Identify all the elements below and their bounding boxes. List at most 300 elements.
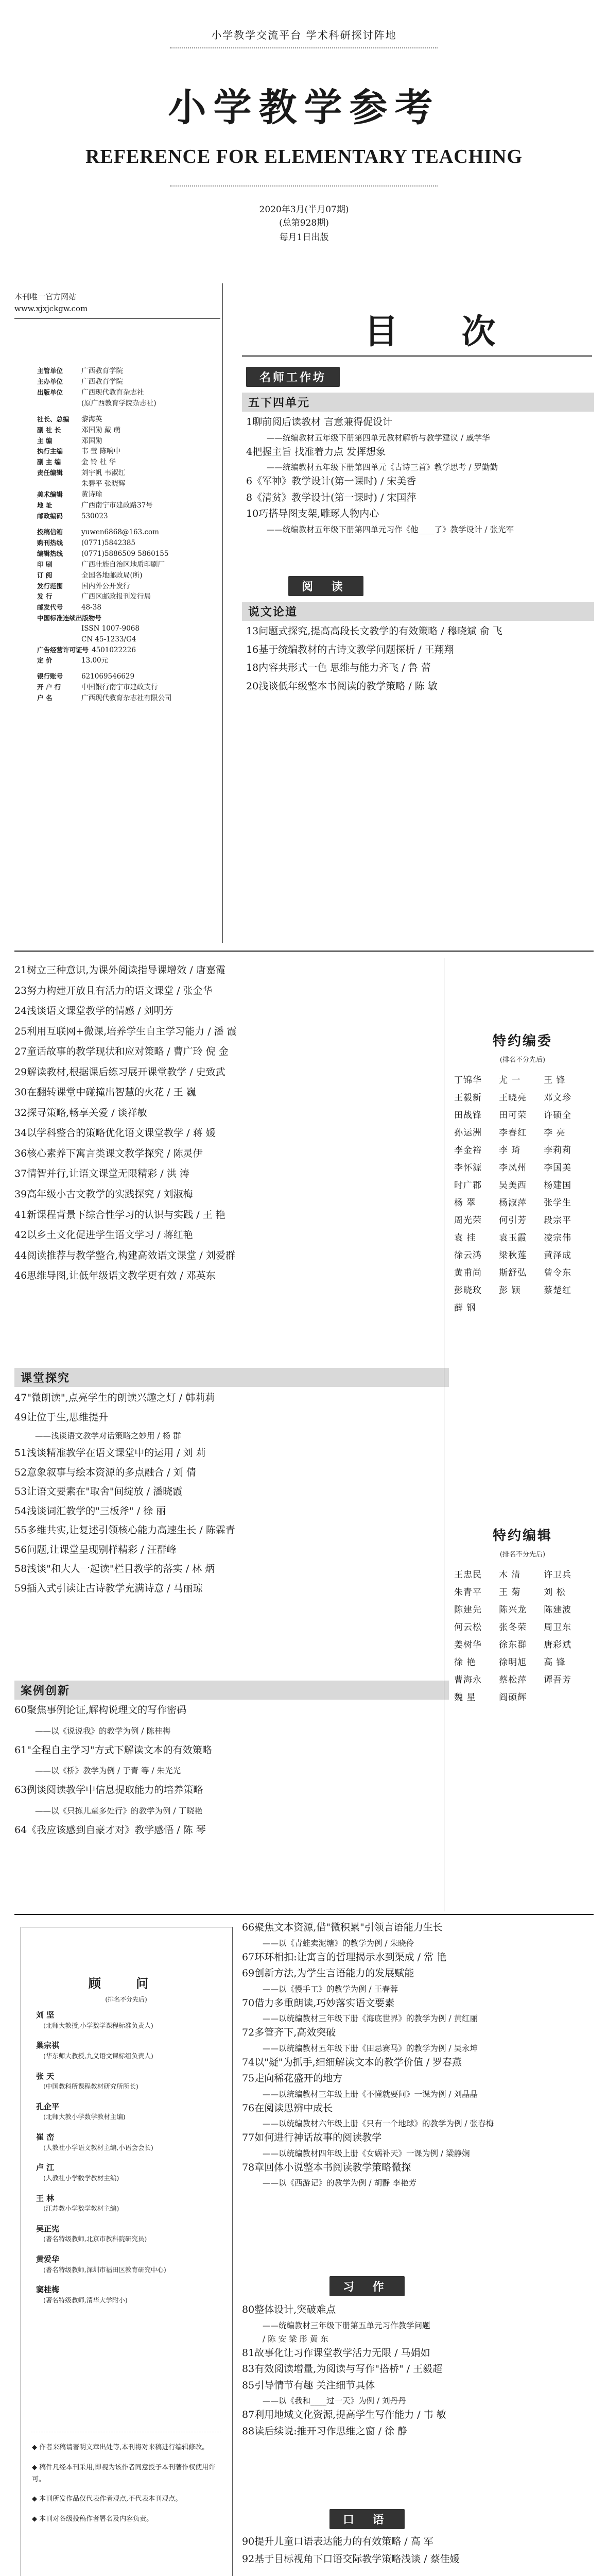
- toc-title: 浅谈"和大人一起读"栏目教学的落实 / 林 炳: [27, 1563, 215, 1575]
- toc-entry[interactable]: [242, 2362, 597, 2377]
- toc-subtitle[interactable]: ——以《桥》教学为例 / 于青 等 / 朱光光: [35, 1766, 181, 1776]
- masthead-label: [37, 634, 81, 645]
- advisor-item: [36, 2040, 221, 2061]
- advisor-desc: (著名特级教师,北京市教科院研究员): [43, 2235, 147, 2243]
- advisor-name: 王 林: [36, 2193, 55, 2203]
- masthead-row: [37, 560, 212, 570]
- masthead-value: 广西壮族自治区地质印刷厂: [81, 560, 165, 569]
- toc-entry[interactable]: [14, 984, 437, 998]
- name-row: [454, 1124, 588, 1142]
- toc-page-number: 74: [242, 2056, 255, 2068]
- toc-title: 浅谈低年级整本书阅读的教学策略 / 陈 敏: [258, 680, 438, 692]
- dotted-divider: [170, 185, 438, 187]
- masthead-value: 国内外公开发行: [81, 582, 130, 590]
- editor-name: 李怀源: [454, 1163, 482, 1173]
- toc-entry[interactable]: [242, 2056, 597, 2070]
- toc-subtitle[interactable]: ——浅谈语文教学对话策略之妙用 / 杨 群: [35, 1431, 181, 1441]
- editor-name: 王 锋: [544, 1075, 566, 1086]
- toc-entry[interactable]: [246, 680, 586, 694]
- masthead-row: [37, 500, 212, 511]
- masthead-label: 责任编辑: [37, 469, 63, 477]
- masthead-row: [37, 527, 212, 538]
- toc-title: "全程自主学习"方式下解读文本的有效策略: [27, 1744, 212, 1756]
- toc-page-number: 75: [242, 2073, 255, 2084]
- toc-entry[interactable]: [242, 2102, 597, 2116]
- panel-names-bian: [454, 1566, 588, 1706]
- notice-item: ◆ 稿件凡经本刊采用,即视为该作者同意授予本刊著作权使用许可。: [32, 2463, 216, 2483]
- toc-entry[interactable]: [246, 624, 586, 639]
- toc-subtitle[interactable]: ——以统编教材五年级下册《田忌赛马》的教学为例 / 吴永坤: [263, 2043, 478, 2053]
- editor-name: 田战锋: [454, 1110, 482, 1121]
- toc-title: 故事化让习作课堂教学活力无限 / 马娟如: [254, 2347, 430, 2359]
- masthead-label: 副 主 编: [37, 458, 61, 466]
- toc-group-2: [246, 624, 586, 698]
- page-rule: [14, 951, 594, 952]
- toc-page-number: 66: [242, 1922, 255, 1933]
- toc-title: 聚焦事例论证,解构说理文的写作密码: [27, 1704, 187, 1716]
- toc-entry[interactable]: [242, 2346, 597, 2361]
- panel-title-bian: 特约编辑: [492, 1528, 552, 1544]
- masthead-row: [37, 414, 212, 425]
- editor-name: 尤 一: [499, 1075, 521, 1086]
- toc-title: 环环相扣:让寓言的哲理揭示水到渠成 / 常 艳: [254, 1951, 447, 1963]
- toc-subtitle[interactable]: / 陈 安 梁 彤 黄 东: [263, 2334, 328, 2344]
- toc-page-number: 39: [14, 1189, 27, 1200]
- editor-name: 杨建国: [544, 1180, 572, 1191]
- toc-page-number: 34: [14, 1127, 27, 1139]
- toc-page-number: 81: [242, 2347, 255, 2359]
- toc-title: 多管齐下,高效突破: [254, 2027, 336, 2039]
- advisor-desc: (人教社小学语文教材主编,小语会会长): [43, 2143, 153, 2151]
- toc-entry[interactable]: [242, 2379, 597, 2393]
- name-row: [454, 1072, 588, 1089]
- masthead-row: [37, 634, 212, 645]
- toc-entry[interactable]: [242, 2535, 597, 2549]
- masthead-label: 印 刷: [37, 560, 53, 568]
- toc-title: 以"疑"为抓手,细细解读文本的教学价值 / 罗春燕: [254, 2056, 462, 2068]
- toc-entry[interactable]: [242, 2072, 597, 2086]
- toc-entry[interactable]: [14, 1485, 437, 1499]
- masthead-value: 48-38: [81, 603, 101, 612]
- toc-page-number: 10: [246, 508, 259, 520]
- masthead-label: 邮发代号: [37, 603, 63, 612]
- toc-title: 借力多重朗读,巧妙落实语文要素: [254, 1997, 395, 2009]
- toc-page-number: 55: [14, 1524, 27, 1536]
- toc-page-number: 56: [14, 1544, 27, 1555]
- masthead-label: 发 行: [37, 592, 53, 601]
- advisor-name: 吴正宪: [36, 2224, 60, 2233]
- section-bar-ketang: 课堂探究: [14, 1368, 449, 1387]
- toc-subtitle[interactable]: ——以《西游记》的教学为例 / 胡静 李艳芳: [263, 2178, 417, 2188]
- toc-title: 高年级小古文教学的实践探究 / 刘淑梅: [27, 1189, 193, 1200]
- toc-entry[interactable]: [242, 1996, 597, 2011]
- toc-group-8: [242, 2535, 597, 2569]
- toc-title: 聊前阅后读教材: [252, 416, 321, 428]
- toc-entry[interactable]: [14, 1106, 437, 1121]
- toc-page-number: 77: [242, 2132, 255, 2144]
- toc-page-number: 21: [14, 964, 27, 976]
- toc-title: 在阅读思辨中成长: [254, 2102, 333, 2114]
- masthead-row: [37, 693, 212, 704]
- toc-subtitle[interactable]: ——以《只拣儿童多处行》的教学为例 / 丁晓艳: [35, 1806, 203, 1816]
- toc-entry[interactable]: [14, 1466, 437, 1480]
- toc-entry[interactable]: [14, 1411, 437, 1425]
- toc-title: 新课程背景下综合性学习的认识与实践 / 王 艳: [27, 1209, 225, 1221]
- toc-entry[interactable]: [242, 2161, 597, 2175]
- editor-name: 李 亮: [544, 1128, 566, 1138]
- toc-title: 《军神》教学设计(第一课时) / 宋美香: [252, 476, 416, 487]
- masthead-value: 中国银行南宁市建政支行: [81, 683, 158, 692]
- toc-entry[interactable]: [14, 1228, 437, 1243]
- masthead-value: 4501022226: [92, 646, 136, 654]
- editor-name: 陈兴龙: [499, 1605, 527, 1615]
- advisor-item: [36, 2009, 221, 2030]
- editor-name: 陈建波: [544, 1605, 572, 1615]
- toc-entry[interactable]: [14, 1147, 437, 1161]
- toc-page-number: 13: [246, 625, 259, 637]
- masthead-value: yuwen6868@163.com: [81, 528, 159, 536]
- name-row: [454, 1247, 588, 1264]
- toc-subtitle[interactable]: ——以统编教材四年级上册《女娲补天》一课为例 / 梁静娴: [263, 2148, 470, 2158]
- toc-entry[interactable]: [14, 1504, 437, 1519]
- editor-name: 时广郡: [454, 1180, 482, 1191]
- name-row: [454, 1584, 588, 1601]
- toc-page-number: 90: [242, 2536, 255, 2547]
- toc-entry[interactable]: [246, 507, 586, 521]
- toc-page-number: 18: [246, 662, 259, 674]
- masthead-value: 530023: [81, 512, 108, 520]
- toc-entry[interactable]: [242, 1967, 597, 1981]
- editor-name: 王毅新: [454, 1093, 482, 1103]
- advisor-name: 张 天: [36, 2071, 55, 2081]
- masthead-label: 发行范围: [37, 582, 63, 590]
- toc-entry[interactable]: [14, 1045, 437, 1059]
- toc-page-number: 64: [14, 1824, 27, 1836]
- advisor-desc: (北师大教小学数学教材主编): [43, 2113, 126, 2121]
- editor-name: [544, 1299, 588, 1317]
- advisor-name: 窦桂梅: [36, 2285, 60, 2295]
- masthead-value: 邓国勋 戴 萌: [81, 426, 121, 434]
- toc-entry[interactable]: [14, 1249, 437, 1263]
- toc-page-number: 51: [14, 1447, 27, 1459]
- toc-entry[interactable]: [14, 963, 437, 978]
- toc-page-number: 78: [242, 2161, 255, 2173]
- editor-name: 徐 艳: [454, 1657, 476, 1668]
- toc-group-3: [14, 963, 437, 1290]
- toc-title: 走向稀花盛开的地方: [254, 2073, 343, 2084]
- toc-page-number: 47: [14, 1392, 27, 1403]
- toc-page-number: 4: [246, 446, 253, 457]
- masthead-row: [37, 398, 212, 409]
- name-row: [454, 1689, 588, 1706]
- toc-title: 聚焦文本资源,借"微积累"引领言语能力生长: [254, 1922, 443, 1933]
- editor-name: 彭晓玫: [454, 1285, 482, 1296]
- panel-note-bian: (排名不分先后): [499, 1551, 546, 1558]
- toc-page-number: 29: [14, 1066, 27, 1078]
- masthead-value: 韦 莹 陈响中: [81, 447, 121, 456]
- editor-name: 曾令东: [544, 1268, 572, 1278]
- masthead-row: [37, 645, 212, 656]
- name-row: [454, 1159, 588, 1177]
- advisor-desc: (江苏教小学数学教材主编): [43, 2205, 119, 2212]
- toc-entry[interactable]: [14, 1269, 437, 1283]
- masthead-row: [37, 682, 212, 693]
- toc-page-number: 60: [14, 1704, 27, 1716]
- toc-subtitle[interactable]: ——以《青蛙卖泥塘》的教学为例 / 朱晓伶: [263, 1938, 414, 1948]
- masthead-label: 户 名: [37, 694, 53, 702]
- toc-entry[interactable]: [242, 2408, 597, 2422]
- site-label: 本刊唯一官方网站: [14, 292, 77, 301]
- toc-title: 引导情节有趣 关注细节具体: [254, 2379, 375, 2391]
- masthead-row: [37, 602, 212, 613]
- section-banner-kouji: 口 语: [329, 2509, 405, 2529]
- tagline: 小学教学交流平台 学术科研探讨阵地: [211, 29, 397, 41]
- masthead-row: [37, 623, 212, 634]
- name-row: [454, 1264, 588, 1282]
- toc-entry[interactable]: [246, 415, 586, 430]
- toc-page-number: 61: [14, 1744, 27, 1756]
- advisor-desc: (著名特级教师,深圳市福田区教育研究中心): [43, 2265, 166, 2274]
- editor-name: 丁锦华: [454, 1075, 482, 1086]
- toc-entry[interactable]: [14, 1582, 437, 1596]
- toc-subtitle[interactable]: ——以《说说我》的教学为例 / 陈桂梅: [35, 1726, 171, 1736]
- toc-entry[interactable]: [246, 474, 586, 489]
- toc-page-number: 44: [14, 1249, 27, 1261]
- toc-entry[interactable]: [242, 2303, 597, 2317]
- toc-subtitle[interactable]: ——以统编教材三年级上册《不懂就要问》一课为例 / 刘晶晶: [263, 2089, 478, 2099]
- toc-page-number: 80: [242, 2304, 255, 2315]
- masthead-value: 广西南宁市建政路37号: [81, 501, 153, 510]
- toc-title: 核心素养下寓言类课文教学探究 / 陈灵伊: [27, 1147, 203, 1159]
- editor-name: 周光荣: [454, 1215, 482, 1226]
- advisor-desc: (著名特级教师,清华大学附小): [43, 2296, 128, 2304]
- editor-name: 徐云鸿: [454, 1250, 482, 1261]
- toc-entry[interactable]: [14, 1208, 437, 1223]
- masthead-label: 美术编辑: [37, 490, 63, 499]
- toc-subtitle[interactable]: ——统编教材五年级下册第四单元教材解析与教学建议 / 戚学华: [267, 433, 490, 443]
- masthead-row: [37, 549, 212, 560]
- masthead-label: 广告经营许可证号: [37, 646, 89, 654]
- toc-entry[interactable]: [14, 1086, 437, 1100]
- editor-name: 杨淑萍: [499, 1198, 527, 1208]
- masthead-value: (原广西教育学院杂志社): [81, 399, 157, 408]
- toc-subtitle[interactable]: ——统编教材五年级下册第四单元《古诗三首》教学思考 / 罗勤勤: [267, 463, 498, 472]
- toc-title: 读后续说:推开习作思维之窗 / 徐 静: [254, 2425, 408, 2437]
- toc-title: 浅谈精准教学在语文课堂中的运用 / 刘 莉: [27, 1447, 206, 1459]
- toc-page-number: 85: [242, 2379, 255, 2391]
- editor-name: 斯舒弘: [499, 1268, 527, 1278]
- toc-entry[interactable]: [14, 1562, 437, 1577]
- name-row: [454, 1089, 588, 1107]
- advisor-desc: (人教社小学数学教材主编): [43, 2174, 119, 2182]
- toc-entry[interactable]: [14, 1188, 437, 1202]
- toc-entry[interactable]: [14, 1025, 437, 1039]
- toc-subtitle[interactable]: ——以《慢手工》的教学为例 / 王春蓉: [263, 1984, 398, 1994]
- toc-title: 浅谈语文课堂教学的情感 / 刘明芳: [27, 1005, 173, 1017]
- editor-name: 王晓亮: [499, 1093, 527, 1103]
- name-row: [454, 1636, 588, 1654]
- advisor-item: [36, 2101, 221, 2122]
- toc-entry[interactable]: [242, 1921, 597, 1935]
- masthead-label: 地 址: [37, 501, 53, 510]
- toc-subtitle[interactable]: ——以统编教材三年级下册《海底世界》的教学为例 / 黄红丽: [263, 2014, 478, 2024]
- name-row: [454, 1619, 588, 1636]
- site-url[interactable]: www.xjxjckgw.com: [14, 304, 88, 313]
- toc-heading: 目 次: [364, 312, 522, 351]
- masthead-value: 13.00元: [81, 656, 109, 665]
- toc-entry[interactable]: [14, 1523, 437, 1538]
- editor-name: 杨 翠: [454, 1198, 476, 1208]
- column-divider: [222, 283, 223, 943]
- toc-entry[interactable]: [242, 2026, 597, 2040]
- masthead-row: [37, 377, 212, 387]
- editor-name: 袁 挂: [454, 1233, 476, 1243]
- editor-name: 孙运洲: [454, 1128, 482, 1138]
- toc-page-number: 30: [14, 1087, 27, 1098]
- toc-page-number: 36: [14, 1147, 27, 1159]
- toc-page-number: 25: [14, 1025, 27, 1037]
- masthead-label: [37, 398, 81, 409]
- section-bar-wuda: 五下四单元: [242, 393, 594, 412]
- editor-name: 王 菊: [499, 1587, 521, 1598]
- editor-name: 徐东群: [499, 1640, 527, 1650]
- toc-title: 把握主旨 找准着力点 发挥想象: [252, 446, 386, 457]
- editor-name: 何云松: [454, 1622, 482, 1633]
- masthead: [37, 366, 212, 704]
- toc-page-number: 16: [246, 643, 259, 655]
- section-bar-shuowen: 说文论道: [242, 602, 594, 621]
- advisor-item: [36, 2131, 221, 2153]
- toc-entry[interactable]: [242, 1951, 597, 1965]
- toc-entry[interactable]: [14, 1743, 437, 1758]
- advisor-name: 刘 坚: [36, 2010, 55, 2020]
- masthead-label: 主 编: [37, 436, 53, 445]
- masthead-label: 订 阅: [37, 571, 53, 579]
- publish-line: 每月1日出版: [279, 232, 329, 243]
- toc-entry[interactable]: [242, 2552, 597, 2567]
- toc-title: 童话故事的教学现状和应对策略 / 曹广玲 倪 金: [27, 1046, 229, 1058]
- masthead-row: [37, 613, 212, 623]
- editor-name: 蔡楚红: [544, 1285, 572, 1296]
- toc-entry[interactable]: [242, 2425, 597, 2439]
- toc-title: 在翻转课堂中碰撞出智慧的火花 / 王 巍: [27, 1087, 196, 1098]
- toc-title: 利用地域文化资源,提高学生写作能力 / 韦 敏: [254, 2409, 446, 2421]
- toc-entry[interactable]: [14, 1446, 437, 1461]
- panel-note-yuan: (排名不分先后): [499, 1056, 546, 1064]
- toc-entry[interactable]: [246, 643, 586, 657]
- toc-entry[interactable]: [14, 1167, 437, 1181]
- notice-item: ◆ 本刊所发作品仅代表作者观点,不代表本刊观点。: [32, 2495, 182, 2503]
- masthead-row: [37, 655, 212, 666]
- editor-name: 李国美: [544, 1163, 572, 1173]
- toc-page-number: 67: [242, 1951, 255, 1963]
- toc-subtitle[interactable]: ——以《我和____过一天》为例 / 刘丹丹: [263, 2396, 406, 2406]
- masthead-value: 广西教育学院: [81, 367, 123, 375]
- editor-name: 彭 颖: [499, 1285, 521, 1296]
- advisor-name: 黄爱华: [36, 2255, 60, 2264]
- editor-name: 蔡松萍: [499, 1675, 527, 1685]
- masthead-row: [37, 387, 212, 398]
- toc-entry[interactable]: [14, 1126, 437, 1141]
- editor-name: 梁秋莲: [499, 1250, 527, 1261]
- toc-page-number: 83: [242, 2363, 255, 2375]
- advisor-name: 卢 江: [36, 2163, 55, 2173]
- masthead-value: 刘宇帆 韦淑红: [81, 469, 126, 478]
- editor-name: 田可荣: [499, 1110, 527, 1121]
- toc-title: 以乡土文化促进学生语文学习 / 蒋红艳: [27, 1229, 193, 1241]
- toc-entry[interactable]: [246, 661, 586, 675]
- toc-title: 《我应该感到自豪才对》教学感悟 / 陈 琴: [27, 1824, 206, 1836]
- toc-title: 巧搭导图支架,雕琢人物内心: [258, 508, 379, 520]
- masthead-row: [37, 366, 212, 377]
- toc-subtitle[interactable]: ——统编教材五年级下册第四单元习作《他____了》教学设计 / 张光军: [267, 524, 514, 534]
- toc-entry[interactable]: [14, 1543, 437, 1557]
- masthead-row: [37, 468, 212, 479]
- toc-title: 意象叙事与绘本资源的多点融合 / 刘 倩: [27, 1466, 196, 1478]
- editor-name: 张冬荣: [499, 1622, 527, 1633]
- editor-name: 高 锋: [544, 1657, 566, 1668]
- name-row: [454, 1282, 588, 1299]
- toc-entry[interactable]: [14, 1703, 437, 1718]
- toc-title: 让位于生,思维提升: [27, 1411, 109, 1423]
- masthead-label: 出版单位: [37, 388, 63, 396]
- toc-entry[interactable]: [14, 1391, 437, 1405]
- toc-title: 利用互联网+微课,培养学生自主学习能力 / 潘 霞: [27, 1025, 237, 1037]
- toc-entry[interactable]: [14, 1783, 437, 1798]
- editor-name: 李莉莉: [544, 1145, 572, 1156]
- masthead-row: [37, 425, 212, 436]
- masthead-row: [37, 581, 212, 592]
- toc-page-number: 72: [242, 2027, 255, 2039]
- toc-entry[interactable]: [242, 2131, 597, 2145]
- toc-title: 多维共实,让复述引领核心能力高速生长 / 陈霖青: [27, 1524, 235, 1536]
- toc-subtitle[interactable]: ——以统编教材六年级上册《只有一个地球》的教学为例 / 张春梅: [263, 2119, 494, 2129]
- toc-title: 树立三种意识,为课外阅读指导课增效 / 唐嘉霞: [27, 964, 225, 976]
- toc-title: 整体设计,突破难点: [254, 2304, 336, 2315]
- name-row: [454, 1566, 588, 1584]
- toc-entry[interactable]: [246, 445, 586, 460]
- panel-names-yuan: [454, 1072, 588, 1317]
- toc-title: 基于统编教材的古诗文教学问题探析 / 王翔翔: [258, 643, 454, 655]
- toc-title: 章回体小说整本书阅读教学策略微探: [254, 2161, 411, 2173]
- editor-name: 曹海永: [454, 1675, 482, 1685]
- toc-page-number: 49: [14, 1411, 27, 1423]
- name-row: [454, 1212, 588, 1229]
- toc-title: 阅读推荐与教学整合,构建高效语文课堂 / 刘爱群: [27, 1249, 235, 1261]
- toc-page-number: 23: [14, 985, 27, 996]
- toc-page-number: 87: [242, 2409, 255, 2421]
- masthead-value: (0771)5886509 5860155: [81, 549, 169, 558]
- masthead-label: 执行主编: [37, 447, 63, 455]
- magazine-title-en: REFERENCE FOR ELEMENTARY TEACHING: [85, 146, 523, 167]
- toc-title: 如何进行神话故事的阅读教学: [254, 2132, 382, 2144]
- toc-entry[interactable]: [14, 1823, 437, 1838]
- editor-name: 阎硕辉: [499, 1692, 527, 1703]
- toc-entry[interactable]: [246, 491, 586, 505]
- masthead-row: [37, 591, 212, 602]
- toc-subtitle[interactable]: ——统编教材三年级下册第五单元习作教学问题: [263, 2320, 430, 2330]
- advisor-item: [36, 2284, 221, 2305]
- editor-name: 段宗平: [544, 1215, 572, 1226]
- toc-page-number: 58: [14, 1563, 27, 1575]
- toc-entry[interactable]: [14, 1065, 437, 1080]
- toc-page-number: 24: [14, 1005, 27, 1017]
- toc-page-number: 8: [246, 492, 253, 503]
- masthead-row: [37, 436, 212, 447]
- toc-entry[interactable]: [14, 1004, 437, 1019]
- editor-name: 陈建先: [454, 1605, 482, 1615]
- masthead-value: (0771)5842385: [81, 538, 136, 547]
